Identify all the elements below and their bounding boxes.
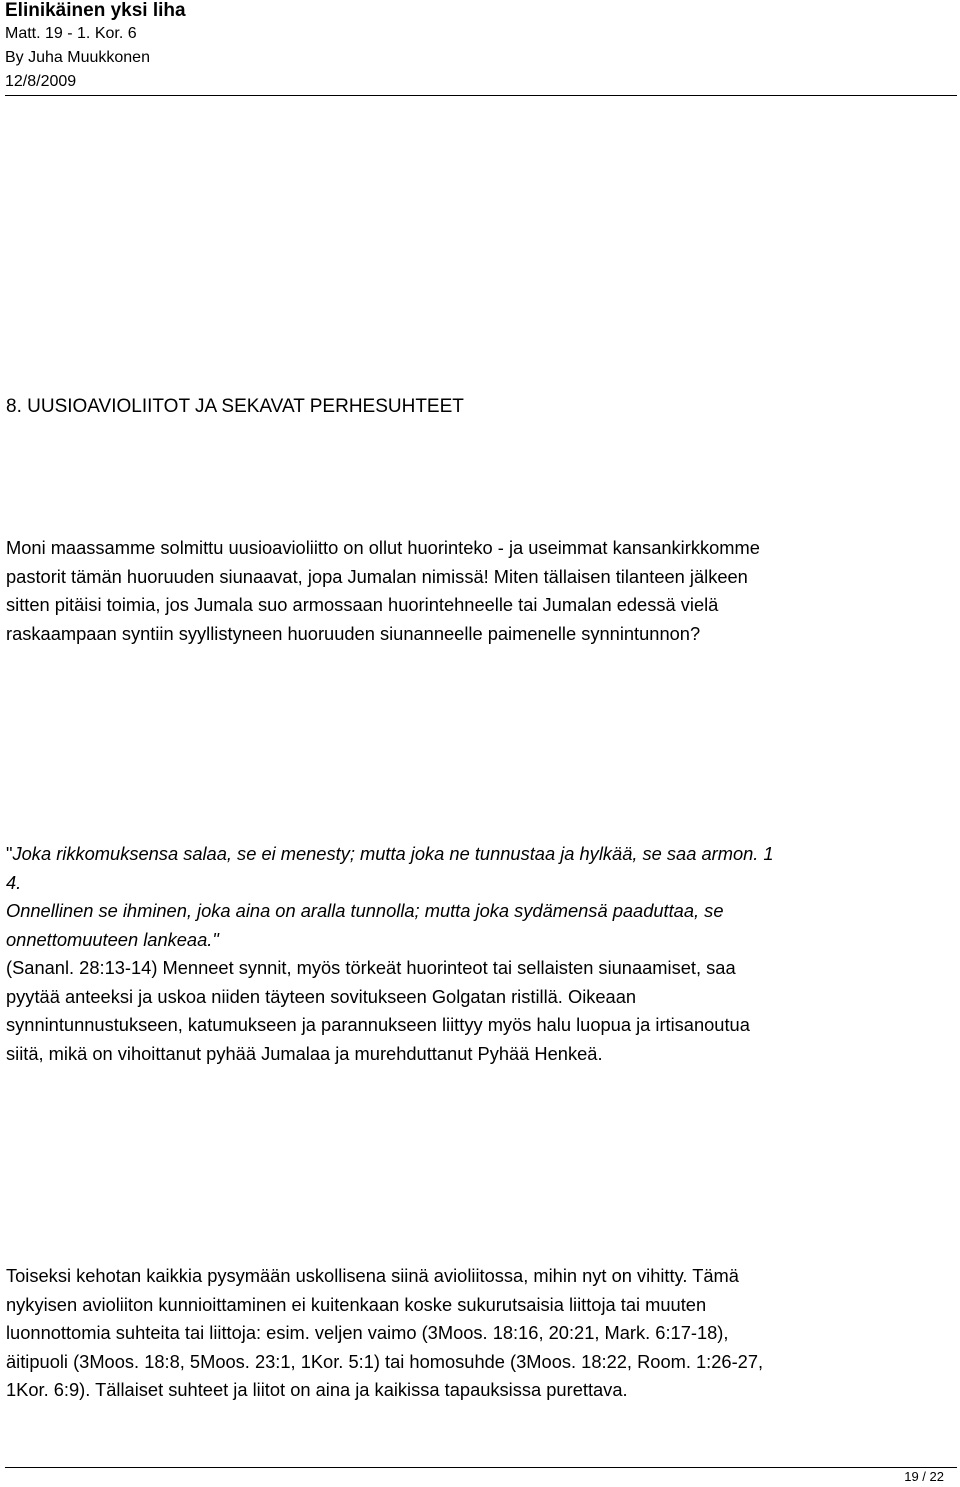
author-byline: By Juha Muukkonen (5, 49, 150, 66)
header-divider (5, 95, 957, 96)
paragraph-line: Moni maassamme solmittu uusioavioliitto on ollut huorinteko - ja useimmat kansankirkkomme (6, 537, 760, 558)
paragraph-line: pyytää anteeksi ja uskoa niiden täyteen sovitukseen Golgatan ristillä. Oikeaan (6, 985, 637, 1007)
quote-line (6, 840, 951, 869)
section-heading: 8. UUSIOAVIOLIITOT JA SEKAVAT PERHESUHTEET (6, 396, 464, 417)
paragraph-line: (Sananl. 28:13-14) Menneet synnit, myös törkeät huorinteot tai sellaisten siunaamiset, saa (6, 957, 736, 978)
quote-line: Onnellinen se ihminen, joka aina on aralla tunnolla; mutta joka sydämensä paaduttaa, se (6, 900, 724, 921)
quote-line: 4. (6, 871, 22, 893)
paragraph-faithfulness (6, 1262, 951, 1405)
paragraph-line: Toiseksi kehotan kaikkia pysymään uskollisena siinä avioliitossa, mihin nyt on vihitty. Tämä (6, 1265, 739, 1286)
paragraph-line: luonnottomia suhteita tai liittoja: esim. veljen vaimo (3Moos. 18:16, 20:21, Mark. 6:17-18), (6, 1322, 729, 1343)
paragraph-line: raskaampaan syntiin syyllistyneen huoruuden siunanneelle paimenelle synnintunnon? (6, 622, 701, 644)
footer-divider (5, 1467, 957, 1468)
paragraph-line: äitipuoli (3Moos. 18:8, 5Moos. 23:1, 1Kor. 5:1) tai homosuhde (3Moos. 18:22, Room. 1:26-27, (6, 1350, 764, 1372)
paragraph-line: synnintunnustukseen, katumukseen ja parannukseen liittyy myös halu luopua ja irtisanoutua (6, 1014, 750, 1035)
paragraph-line: pastorit tämän huoruuden siunaavat, jopa Jumalan nimissä! Miten tällaisen tilanteen jälkeen (6, 565, 748, 587)
paragraph-proverbs-quote (6, 840, 951, 1068)
document-title: Elinikäinen yksi liha (5, 0, 186, 21)
paragraph-line: nykyisen avioliiton kunnioittaminen ei kuitenkaan koske sukurutsaisia liittoja tai muuten (6, 1293, 707, 1315)
page-number: 19 / 22 (904, 1469, 944, 1484)
paragraph-line: siitä, mikä on vihoittanut pyhää Jumalaa ja murehduttanut Pyhää Henkeä. (6, 1042, 603, 1064)
open-quote-mark: " (6, 843, 13, 864)
paragraph-line: sitten pitäisi toimia, jos Jumala suo armossaan huorintehneelle tai Jumalan edessä vielä (6, 594, 719, 615)
quote-text: Joka rikkomuksensa salaa, se ei menesty; mutta joka ne tunnustaa ja hylkää, se saa armon. 1 (12, 843, 774, 864)
paragraph-line: 1Kor. 6:9). Tällaiset suhteet ja liitot on aina ja kaikissa tapauksissa purettava. (6, 1379, 628, 1400)
scripture-reference: Matt. 19 - 1. Kor. 6 (5, 25, 137, 42)
quote-line: onnettomuuteen lankeaa." (6, 928, 219, 950)
document-header (5, 0, 955, 94)
paragraph-remarriage (6, 534, 951, 648)
document-date: 12/8/2009 (5, 73, 77, 90)
